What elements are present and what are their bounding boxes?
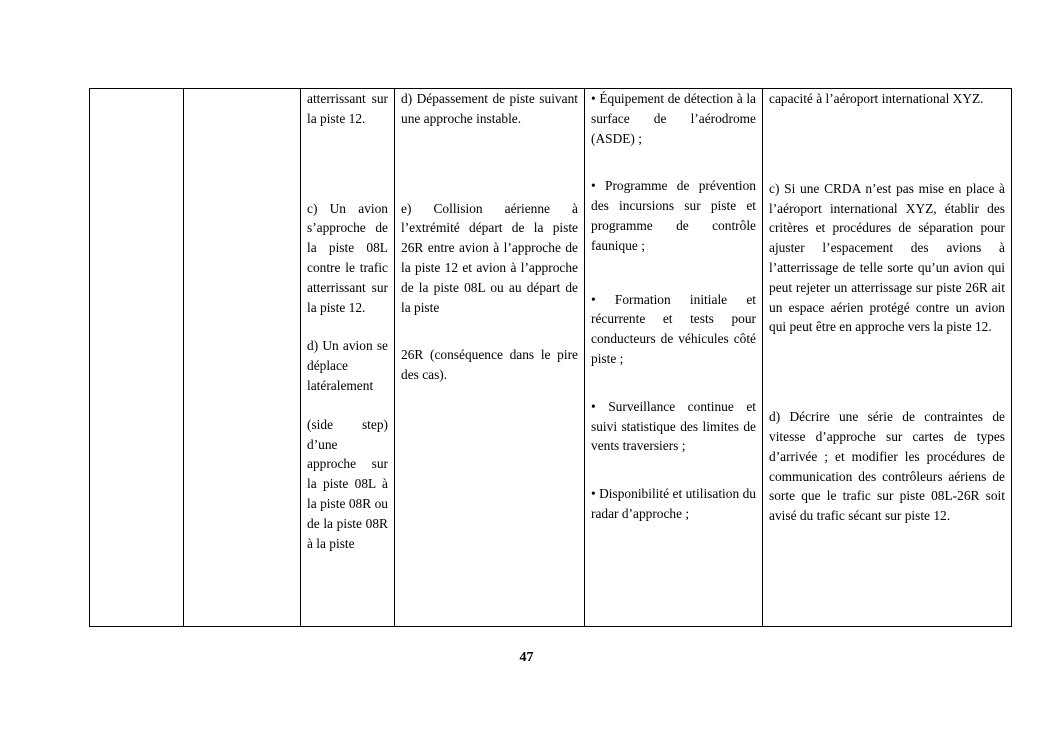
table-cell-recommendations bbox=[763, 89, 1012, 627]
barrier-item: • Équipement de détection à la surface de l’aérodrome (ASDE) ; bbox=[591, 91, 756, 146]
page-number: 47 bbox=[519, 650, 534, 665]
table-cell-col2 bbox=[184, 89, 301, 627]
table-row bbox=[90, 89, 1012, 627]
consequence-text: d) Dépassement de piste suivant une approche instable. bbox=[401, 91, 578, 126]
barrier-item: • Surveillance continue et suivi statistique des limites de vents traversiers ; bbox=[591, 398, 756, 454]
risk-table bbox=[89, 88, 1012, 627]
recommendation-text: d) Décrire une série de contraintes de vitesse d’approche sur cartes de types d’arrivée ; et modifier les procédures de communication des contrôleurs aériens de sorte que le trafic sur piste 08L-26R soit avisé du trafic sécant sur piste 12. bbox=[769, 409, 1005, 524]
table-cell-col1 bbox=[90, 89, 184, 627]
recommendation-text: c) Si une CRDA n’est pas mise en place à l’aéroport international XYZ, établir des critères et procédures de séparation pour ajuster l’espacement des avions à l’atterrissage de telle sorte qu’un avion qui peut rejeter un atterrissage sur piste 26R ait un espace aérien protégé contre un avion qui peut être en approche vers la piste 12. bbox=[769, 180, 1005, 335]
table-cell-barriers bbox=[585, 89, 763, 627]
recommendation-text: capacité à l’aéroport international XYZ. bbox=[769, 91, 984, 106]
event-text: d) Un avion se déplace latéralement bbox=[307, 338, 388, 393]
event-text: (side step) d’une approche sur la piste 08L à la piste 08R ou de la piste 08R à la piste bbox=[307, 416, 388, 551]
table-cell-consequences bbox=[395, 89, 585, 627]
barrier-item: • Programme de prévention des incursions sur piste et programme de contrôle faunique ; bbox=[591, 178, 756, 253]
barrier-item: • Formation initiale et récurrente et tests pour conducteurs de véhicules côté piste ; bbox=[591, 291, 756, 366]
barrier-item: • Disponibilité et utilisation du radar d’approche ; bbox=[591, 486, 756, 521]
event-text: c) Un avion s’approche de la piste 08L contre le trafic atterrissant sur la piste 12. bbox=[307, 200, 388, 315]
consequence-text: 26R (conséquence dans le pire des cas). bbox=[401, 347, 578, 383]
event-text: atterrissant sur la piste 12. bbox=[307, 91, 388, 126]
consequence-text: e) Collision aérienne à l’extrémité départ de la piste 26R entre avion à l’approche de la piste 12 et avion à l’approche de la piste 08L ou au départ de la piste bbox=[401, 200, 578, 315]
table-cell-events bbox=[301, 89, 395, 627]
